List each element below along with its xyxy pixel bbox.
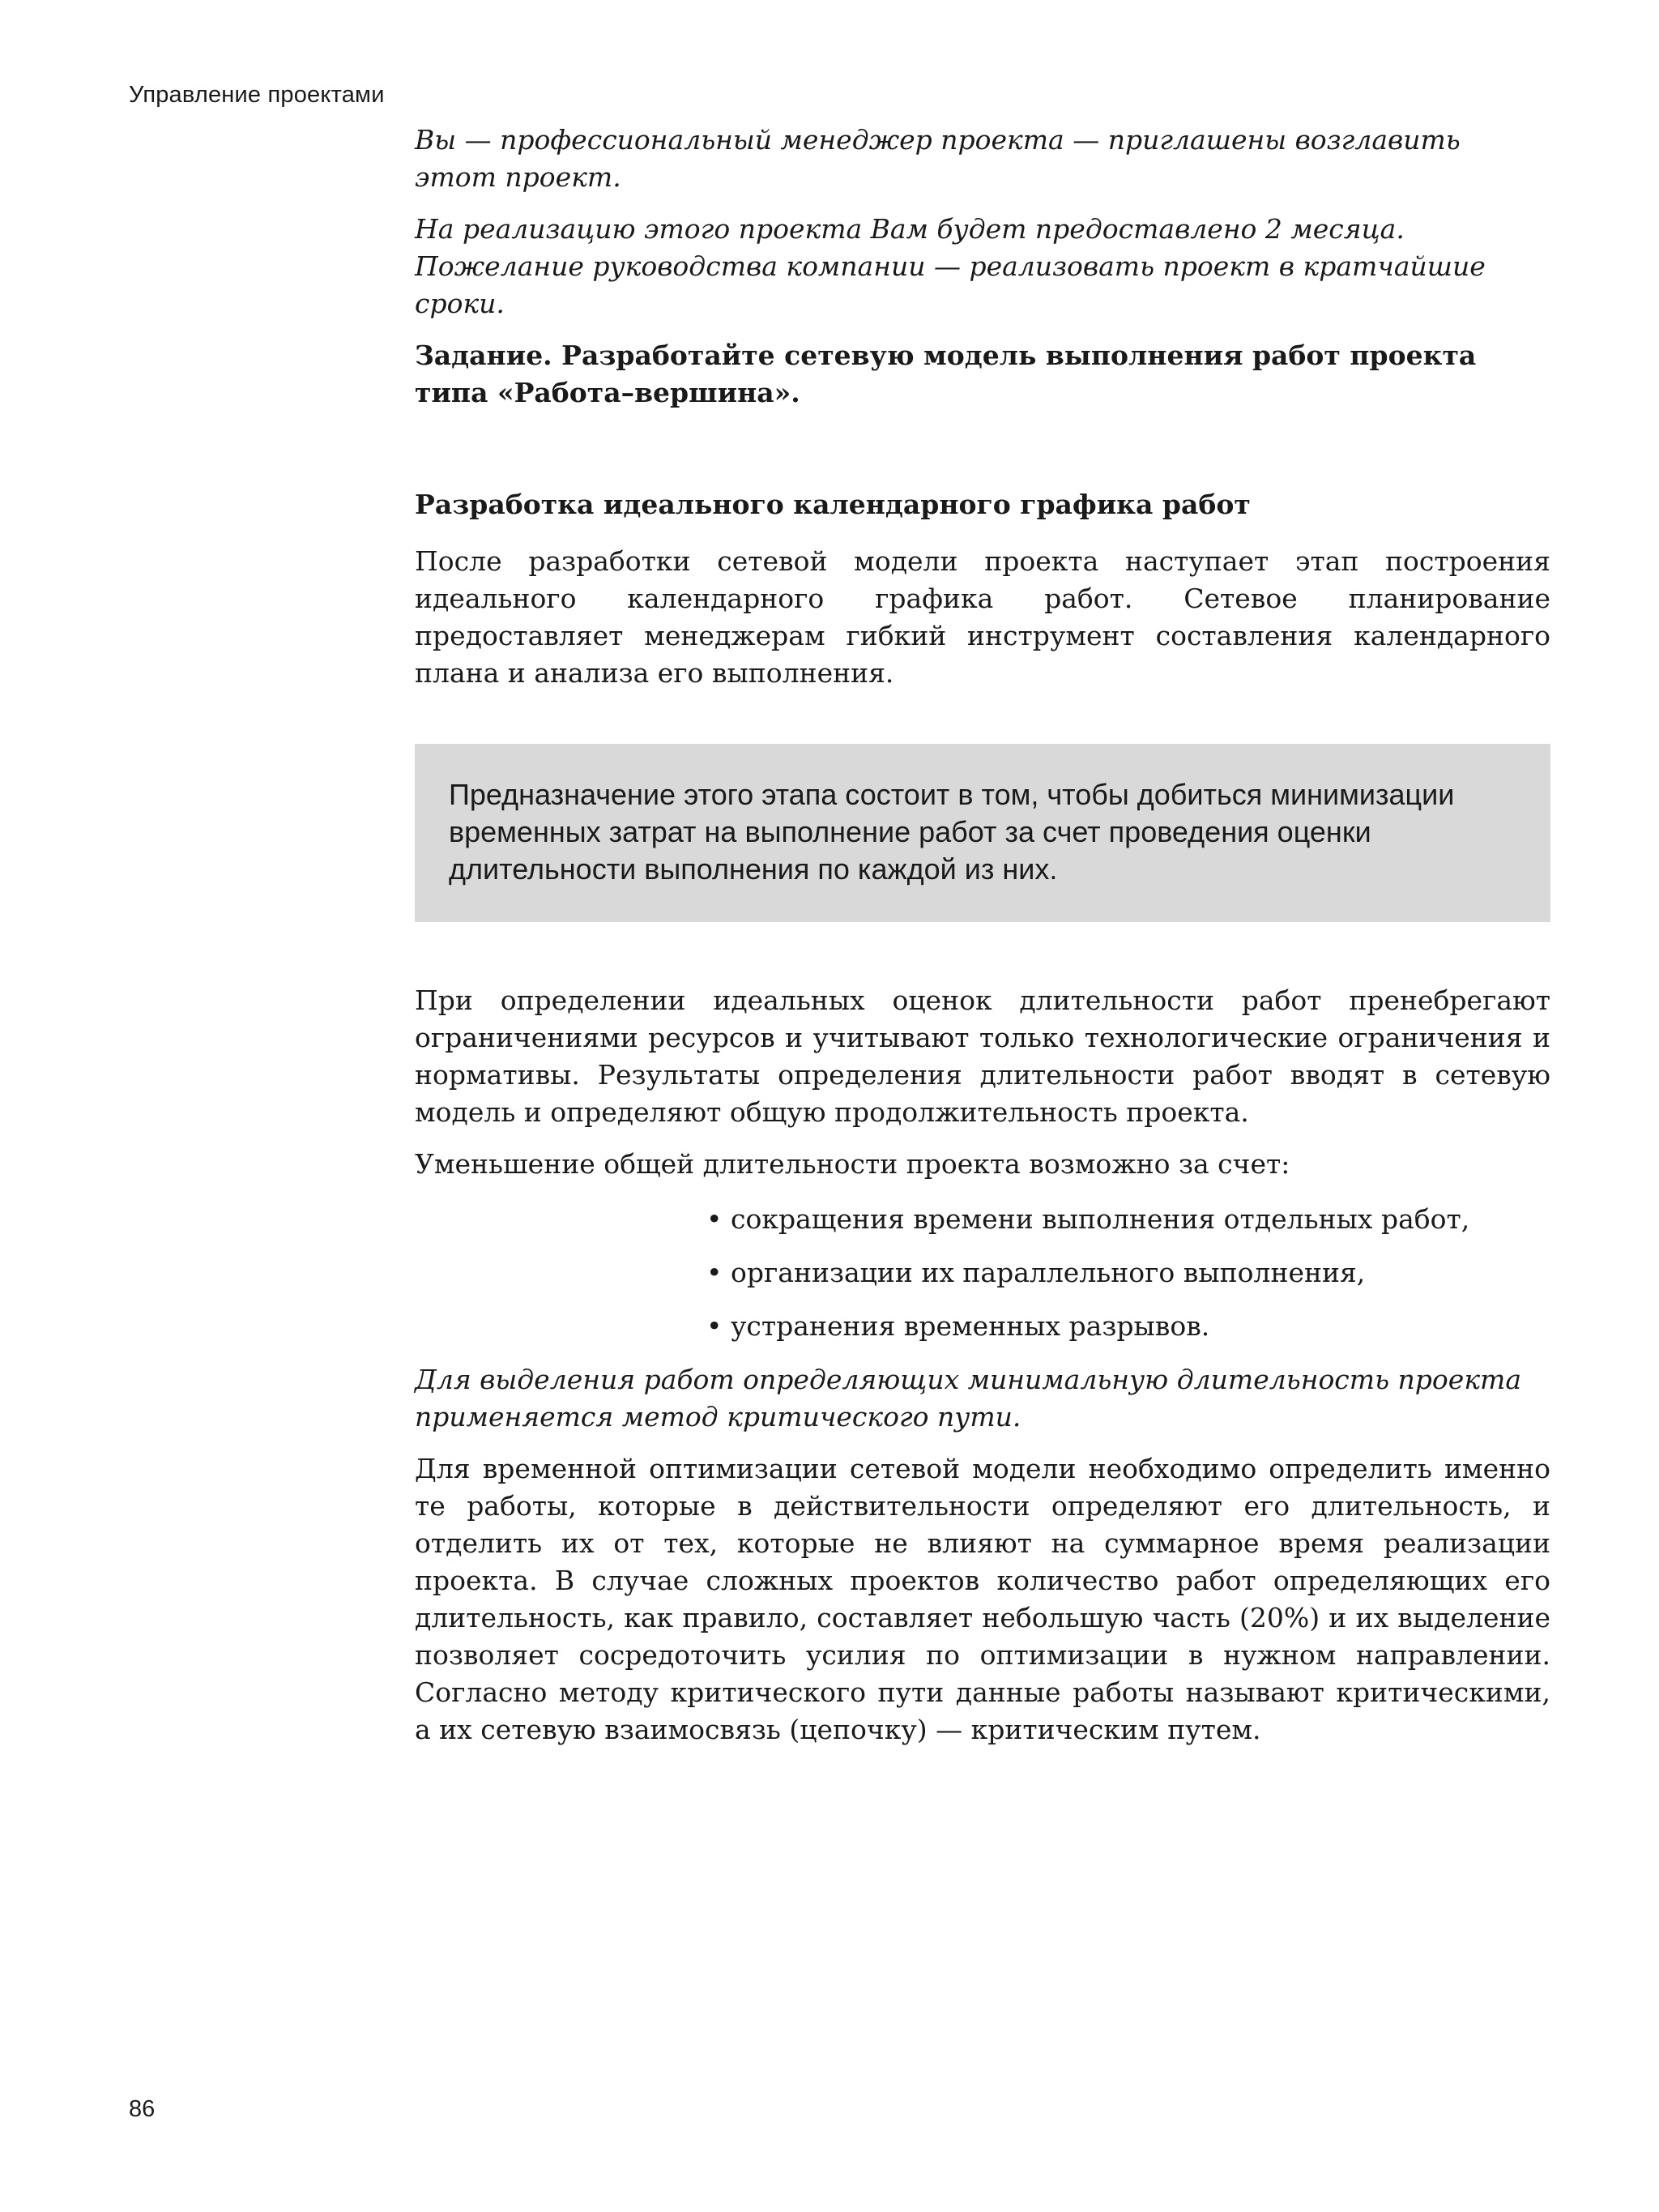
bullet-icon: •	[706, 1257, 723, 1288]
list-item-text: сокращения времени выполнения отдельных работ,	[731, 1203, 1470, 1235]
list-item	[706, 1201, 1550, 1238]
bullet-icon: •	[706, 1310, 723, 1342]
intro-paragraph: После разработки сетевой модели проекта наступает этап построения идеального календарного графика работ. Сетевое планирование предоставляет менеджерам гибкий инструмент составления календарного плана и анализа его выполнения.	[415, 545, 1550, 689]
list-item-text: организации их параллельного выполнения,	[731, 1257, 1366, 1288]
case-paragraph-1: Вы — профессиональный менеджер проекта — приглашены возглавить этот проект.	[415, 124, 1461, 193]
section-heading: Разработка идеального календарного графика работ	[415, 489, 1251, 520]
callout-text: Предназначение этого этапа состоит в том, чтобы добиться минимизации временных затрат на выполнение работ за счет проведения оценки длительности выполнения по каждой из них.	[449, 778, 1455, 886]
text-column	[415, 122, 1550, 1749]
list-item-text: устранения временных разрывов.	[731, 1310, 1210, 1342]
list-item	[706, 1254, 1550, 1292]
optimization-paragraph: Для временной оптимизации сетевой модели необходимо определить именно те работы, которые в действительности определяют его длительность, и отделить их от тех, которые не влияют на суммарное время реализации проекта. В случае сложных проектов количество работ определяющих его длительность, как правило, составляет небольшую часть (20%) и их выделение позволяет сосредоточить усилия по оптимизации в нужном направлении. Согласно методу критического пути данные работы называют критическими, а их сетевую взаимосвязь (цепочку) — критическим путем.	[415, 1453, 1550, 1745]
page-number: 86	[129, 2096, 156, 2122]
reduction-paragraph: Уменьшение общей длительности проекта возможно за счет:	[415, 1148, 1290, 1180]
case-paragraph-2: На реализацию этого проекта Вам будет предоставлено 2 месяца. Пожелание руководства компании — реализовать проект в кратчайшие сроки.	[415, 213, 1486, 319]
task-statement: Задание. Разработайте сетевую модель выполнения работ проекта типа «Работа–вершина».	[415, 339, 1477, 408]
estimates-paragraph: При определении идеальных оценок длительности работ пренебрегают ограничениями ресурсов и учитывают только технологические ограничения и нормативы. Результаты определения длительности работ вводят в сетевую модель и определяют общую продолжительность проекта.	[415, 984, 1550, 1128]
list-item	[706, 1308, 1550, 1345]
critical-path-paragraph: Для выделения работ определяющих минимальную длительность проекта применяется метод критического пути.	[415, 1364, 1521, 1433]
reduction-list	[415, 1201, 1550, 1345]
running-head: Управление проектами	[129, 82, 385, 108]
callout-box	[415, 744, 1550, 922]
bullet-icon: •	[706, 1203, 723, 1235]
